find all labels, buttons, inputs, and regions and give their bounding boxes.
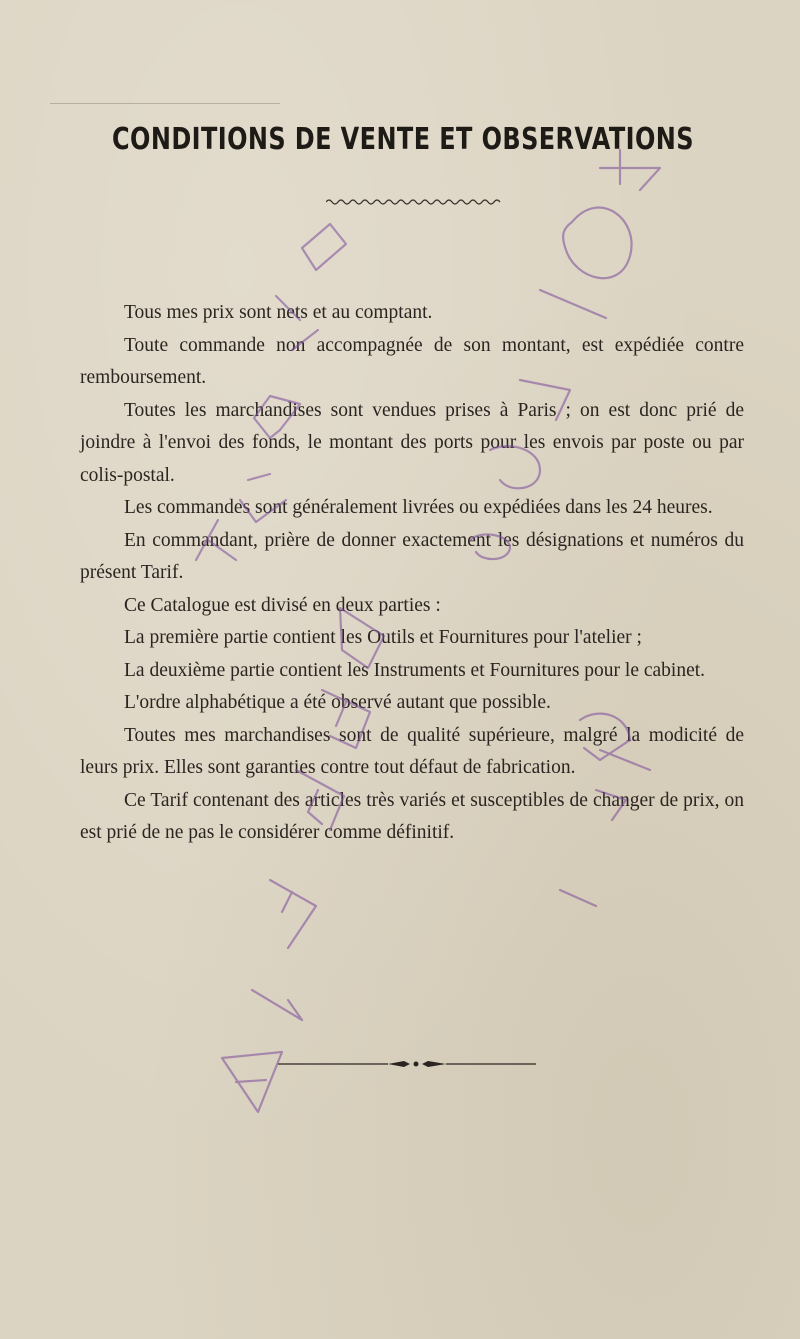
page-title: CONDITIONS DE VENTE ET OBSERVATIONS	[112, 122, 694, 157]
conditions-text	[80, 297, 744, 850]
wavy-separator	[326, 197, 504, 207]
paragraph: Toute commande non accompagnée de son montant, est expédiée contre remboursement.	[80, 334, 744, 388]
paragraph: La deuxième partie contient les Instruments et Fournitures pour le cabinet.	[124, 659, 706, 681]
paragraph: En commandant, prière de donner exactement les désignations et numéros du présent Tarif.	[80, 529, 744, 583]
paragraph: Ce Tarif contenant des articles très variés et susceptibles de changer de prix, on est prié de ne pas le considérer comme définitif.	[80, 789, 744, 843]
paragraph: La première partie contient les Outils et Fournitures pour l'atelier ;	[124, 627, 642, 648]
paragraph: Tous mes prix sont nets et au comptant.	[124, 302, 433, 323]
paragraph: Les commandes sont généralement livrées ou expédiées dans les 24 heures.	[124, 497, 713, 518]
paragraph: Toutes mes marchandises sont de qualité supérieure, malgré la modicité de leurs prix. Elles sont garanties contre tout défaut de fabrication.	[80, 724, 744, 778]
end-ornament	[278, 1056, 536, 1072]
paragraph: Ce Catalogue est divisé en deux parties :	[124, 594, 441, 616]
paragraph: L'ordre alphabétique a été observé autant que possible.	[124, 692, 551, 713]
paragraph: Toutes les marchandises sont vendues prises à Paris ; on est donc prié de joindre à l'envoi des fonds, le montant des ports pour les envois par poste ou par colis-postal.	[80, 399, 744, 486]
top-rule	[50, 103, 280, 104]
